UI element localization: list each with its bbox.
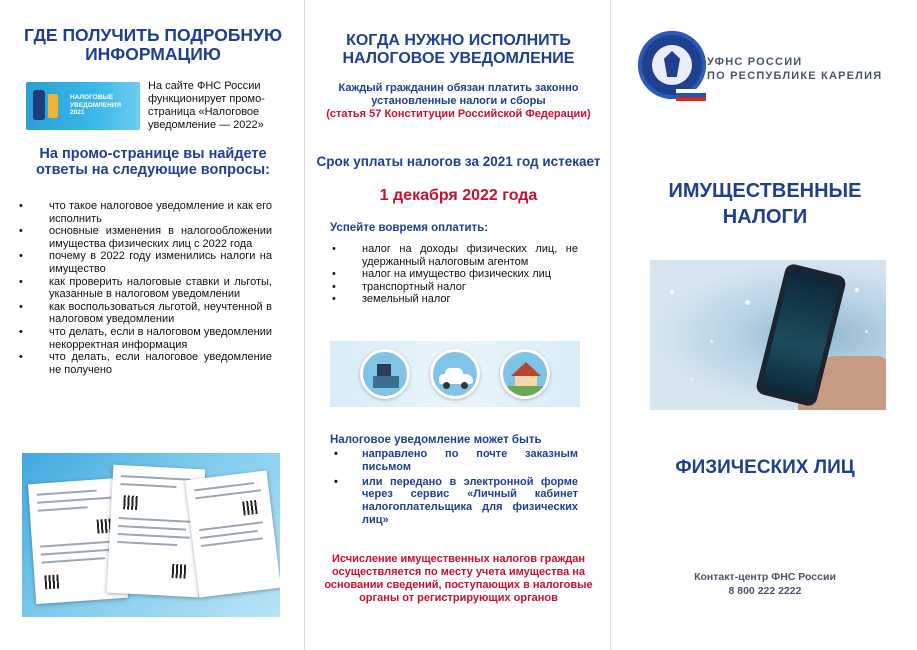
panel-deadline bbox=[306, 0, 611, 650]
deadline-date: 1 декабря 2022 года bbox=[379, 187, 538, 204]
smartphone-image bbox=[650, 260, 886, 410]
list-item: • налог на имущество физических лиц bbox=[326, 268, 578, 281]
list-item: • или передано в электронной форме через сервис «Личный кабинет налогоплательщика для физических лиц» bbox=[328, 476, 578, 527]
deadline-text: Срок уплаты налогов за 2021 год истекает bbox=[316, 154, 601, 169]
contact-phone[interactable]: 8 800 222 2222 bbox=[728, 585, 802, 597]
contact-center bbox=[624, 570, 906, 598]
questions-list bbox=[14, 200, 272, 376]
tax-notice-document bbox=[185, 470, 280, 597]
taxes-list bbox=[326, 243, 578, 306]
notice-heading: Налоговое уведомление может быть bbox=[330, 434, 542, 446]
list-item: • основные изменения в налогообложении имущества физических лиц с 2022 года bbox=[14, 225, 272, 250]
list-item: • что делать, если в налоговом уведомлении некорректная информация bbox=[14, 326, 272, 351]
fns-emblem-icon bbox=[638, 31, 706, 99]
promo-subheading: На промо-странице вы найдете ответы на следующие вопросы: bbox=[36, 146, 270, 178]
pay-heading: Успейте вовремя оплатить: bbox=[330, 222, 489, 234]
organization-name bbox=[707, 56, 882, 83]
brochure-subtitle: ФИЗИЧЕСКИХ ЛИЦ bbox=[675, 457, 855, 478]
deadline-heading: КОГДА НУЖНО ИСПОЛНИТЬ НАЛОГОВОЕ УВЕДОМЛЕНИЕ bbox=[342, 32, 575, 67]
list-item: • налог на доходы физических лиц, не удержанный налоговым агентом bbox=[326, 243, 578, 268]
notice-ways-list bbox=[328, 448, 578, 529]
constitution-reference: (статья 57 Конституции Российской Федерации) bbox=[326, 108, 591, 120]
list-item: • направлено по почте заказным письмом bbox=[328, 448, 578, 474]
tax-documents-image bbox=[22, 453, 280, 617]
panel-cover bbox=[612, 0, 917, 650]
list-item: • что такое налоговое уведомление и как его исполнить bbox=[14, 200, 272, 225]
org-line-1: УФНС РОССИИ bbox=[707, 56, 803, 68]
house-icon bbox=[500, 349, 550, 399]
property-icons-band bbox=[330, 341, 580, 407]
office-icon bbox=[360, 349, 410, 399]
promo-page-thumbnail bbox=[26, 82, 140, 130]
phone-icon bbox=[33, 90, 45, 120]
list-item: • как проверить налоговые ставки и льготы, указанные в налоговом уведомлении bbox=[14, 276, 272, 301]
promo-page-text: На сайте ФНС России функционирует промо-страница «Налоговое уведомление — 2022» bbox=[148, 80, 265, 131]
list-item: • земельный налог bbox=[326, 293, 578, 306]
org-line-2: ПО РЕСПУБЛИКЕ КАРЕЛИЯ bbox=[707, 69, 883, 82]
calculation-note: Исчисление имущественных налогов граждан осуществляется по месту учета имущества на основании сведений, поступающих в налоговые органы от регистрирующих органов bbox=[324, 553, 593, 604]
document-icon bbox=[48, 94, 58, 118]
list-item: • что делать, если налоговое уведомление не получено bbox=[14, 351, 272, 376]
list-item: • как воспользоваться льготой, неучтенной в налоговом уведомлении bbox=[14, 301, 272, 326]
list-item: • транспортный налог bbox=[326, 281, 578, 294]
panel-info bbox=[0, 0, 305, 650]
contact-label: Контакт-центр ФНС России bbox=[694, 571, 836, 583]
info-heading: ГДЕ ПОЛУЧИТЬ ПОДРОБНУЮ ИНФОРМАЦИЮ bbox=[23, 25, 283, 64]
car-icon bbox=[430, 349, 480, 399]
promo-thumbnail-title: НАЛОГОВЫЕ УВЕДОМЛЕНИЯ 2021 bbox=[70, 94, 122, 116]
obligation-text: Каждый гражданин обязан платить законно установленные налоги и сборы bbox=[338, 82, 579, 107]
brochure-title: ИМУЩЕСТВЕННЫЕ НАЛОГИ bbox=[668, 180, 862, 228]
list-item: • почему в 2022 году изменились налоги на имущество bbox=[14, 250, 272, 275]
